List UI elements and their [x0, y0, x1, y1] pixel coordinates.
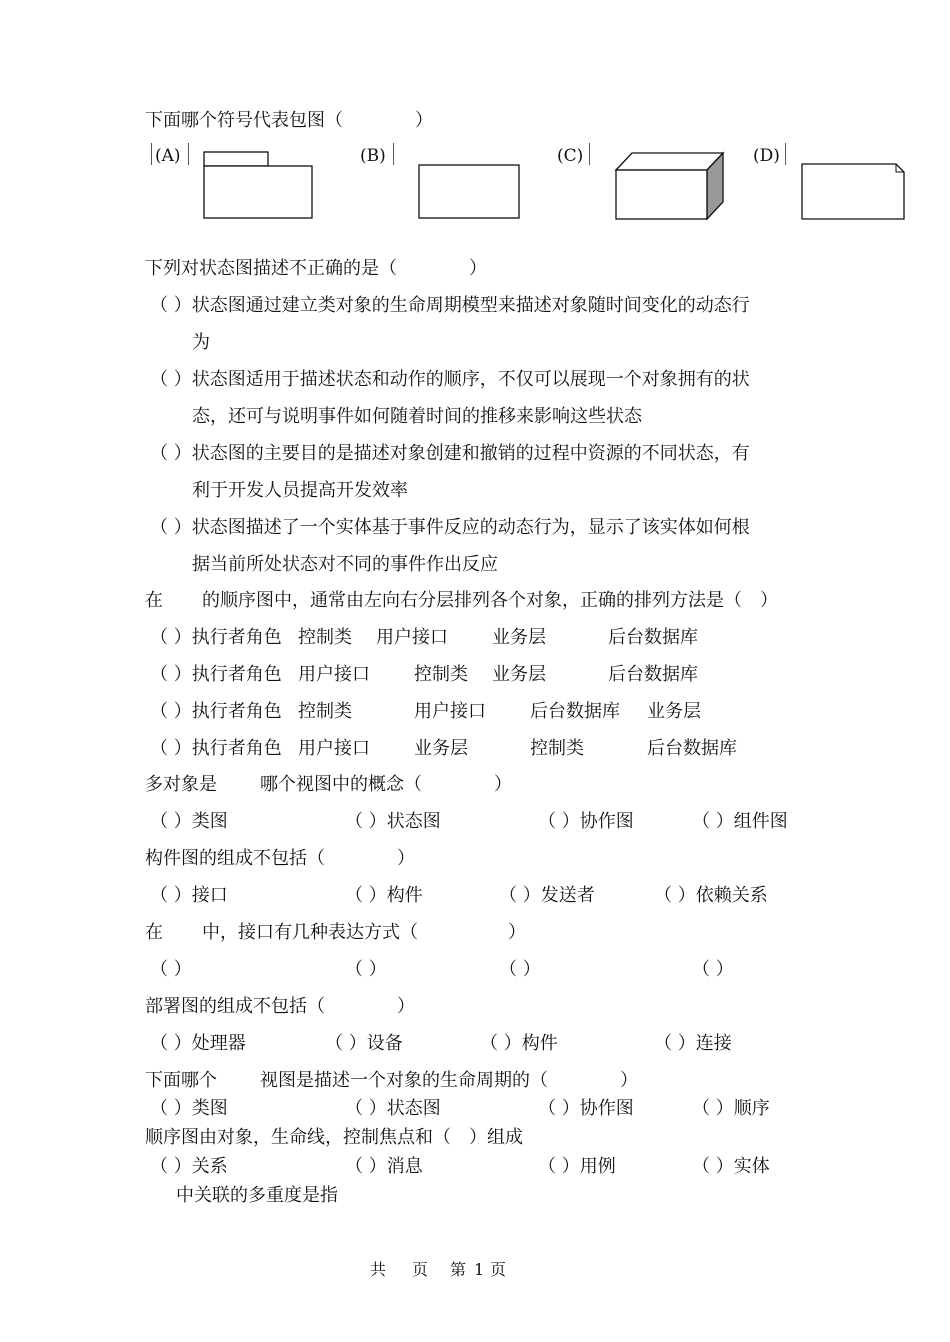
q6-option-a[interactable]: （ ） [150, 959, 192, 980]
q3-row-b-col3: 控制类 [414, 664, 468, 685]
q6-option-d[interactable]: （ ） [692, 959, 734, 980]
q3-row-b-col4: 业务层 [492, 664, 546, 685]
q8-option-b[interactable]: （ ）状态图 [345, 1098, 441, 1119]
q7-option-b[interactable]: （ ）设备 [325, 1033, 403, 1054]
q3-row-d-col5: 后台数据库 [647, 738, 737, 759]
q2-option-c-cont: 利于开发人员提高开发效率 [192, 480, 408, 501]
q3-row-a-col3: 用户接口 [376, 627, 448, 648]
q10-stem: 中关联的多重度是指 [176, 1185, 338, 1206]
node-cube-symbol [613, 150, 728, 222]
q6-stem: 中，接口有几种表达方式（ ） [202, 922, 526, 943]
option-b-label[interactable]: (B) [360, 146, 386, 166]
q9-option-b[interactable]: （ ）消息 [345, 1156, 423, 1177]
q2-option-c[interactable]: （ ）状态图的主要目的是描述对象创建和撤销的过程中资源的不同状态，有 [150, 443, 750, 464]
q5-option-c[interactable]: （ ）发送者 [499, 885, 595, 906]
q5-stem: 构件图的组成不包括（ ） [145, 848, 415, 869]
q7-option-c[interactable]: （ ）构件 [480, 1033, 558, 1054]
q7-stem: 部署图的组成不包括（ ） [145, 996, 415, 1017]
q4-option-d[interactable]: （ ）组件图 [692, 811, 788, 832]
q8-stem-prefix: 下面哪个 [145, 1070, 217, 1091]
q3-row-a-col1[interactable]: （ ）执行者角色 [150, 627, 282, 648]
note-symbol [800, 162, 908, 222]
q4-stem: 哪个视图中的概念（ ） [260, 774, 512, 795]
q3-row-b-col2: 用户接口 [298, 664, 370, 685]
q3-stem: 的顺序图中，通常由左向右分层排列各个对象，正确的排列方法是（ ） [202, 590, 778, 611]
q2-option-a-cont: 为 [192, 332, 210, 353]
q8-stem: 视图是描述一个对象的生命周期的（ ） [260, 1070, 638, 1091]
q2-option-b[interactable]: （ ）状态图适用于描述状态和动作的顺序，不仅可以展现一个对象拥有的状 [150, 369, 750, 390]
q4-stem-prefix: 多对象是 [145, 774, 217, 795]
q8-option-c[interactable]: （ ）协作图 [538, 1098, 634, 1119]
divider [188, 143, 189, 165]
q9-option-c[interactable]: （ ）用例 [538, 1156, 616, 1177]
q6-option-c[interactable]: （ ） [499, 959, 541, 980]
q3-row-d-col4: 控制类 [530, 738, 584, 759]
option-d-label[interactable]: (D) [753, 146, 780, 166]
q3-row-c-col5: 业务层 [647, 701, 701, 722]
q8-option-d[interactable]: （ ）顺序 [692, 1098, 770, 1119]
divider [589, 143, 590, 165]
q3-row-c-col1[interactable]: （ ）执行者角色 [150, 701, 282, 722]
package-symbol [202, 150, 317, 222]
divider [151, 143, 152, 165]
q7-option-a[interactable]: （ ）处理器 [150, 1033, 246, 1054]
q3-row-a-col2: 控制类 [298, 627, 352, 648]
footer-page-suffix: 页 [490, 1260, 507, 1279]
q5-option-d[interactable]: （ ）依赖关系 [654, 885, 768, 906]
option-a-label[interactable]: (A) [155, 146, 181, 166]
divider [785, 143, 786, 165]
q9-option-a[interactable]: （ ）关系 [150, 1156, 228, 1177]
q7-option-d[interactable]: （ ）连接 [654, 1033, 732, 1054]
option-c-label[interactable]: (C) [557, 146, 584, 166]
q6-option-b[interactable]: （ ） [345, 959, 387, 980]
q3-row-d-col1[interactable]: （ ）执行者角色 [150, 738, 282, 759]
q3-row-b-col5: 后台数据库 [608, 664, 698, 685]
q3-row-d-col3: 业务层 [414, 738, 468, 759]
q2-option-d[interactable]: （ ）状态图描述了一个实体基于事件反应的动态行为，显示了该实体如何根 [150, 517, 750, 538]
q8-option-a[interactable]: （ ）类图 [150, 1098, 228, 1119]
q9-option-d[interactable]: （ ）实体 [692, 1156, 770, 1177]
q3-row-c-col3: 用户接口 [414, 701, 486, 722]
q3-stem-prefix: 在 [145, 590, 163, 611]
divider [393, 143, 394, 165]
footer-page-prefix: 第 [450, 1260, 467, 1279]
q2-option-a[interactable]: （ ）状态图通过建立类对象的生命周期模型来描述对象随时间变化的动态行 [150, 295, 750, 316]
q5-option-b[interactable]: （ ）构件 [345, 885, 423, 906]
footer-total-prefix: 共 [370, 1260, 387, 1279]
q9-stem: 顺序图由对象，生命线，控制焦点和（ ）组成 [145, 1127, 523, 1148]
footer-total-suffix: 页 [412, 1260, 429, 1279]
footer-page-number: 1 [474, 1260, 485, 1279]
q1-stem: 下面哪个符号代表包图（ ） [145, 110, 433, 131]
q3-row-a-col4: 业务层 [492, 627, 546, 648]
q3-row-a-col5: 后台数据库 [608, 627, 698, 648]
class-rectangle-symbol [417, 163, 522, 221]
q3-row-d-col2: 用户接口 [298, 738, 370, 759]
q2-option-d-cont: 据当前所处状态对不同的事件作出反应 [192, 554, 498, 575]
q3-row-c-col4: 后台数据库 [530, 701, 620, 722]
q3-row-b-col1[interactable]: （ ）执行者角色 [150, 664, 282, 685]
q5-option-a[interactable]: （ ）接口 [150, 885, 228, 906]
q3-row-c-col2: 控制类 [298, 701, 352, 722]
q6-stem-prefix: 在 [145, 922, 163, 943]
q4-option-a[interactable]: （ ）类图 [150, 811, 228, 832]
q4-option-c[interactable]: （ ）协作图 [538, 811, 634, 832]
q2-stem: 下列对状态图描述不正确的是（ ） [145, 258, 487, 279]
q2-option-b-cont: 态，还可与说明事件如何随着时间的推移来影响这些状态 [192, 406, 642, 427]
q4-option-b[interactable]: （ ）状态图 [345, 811, 441, 832]
